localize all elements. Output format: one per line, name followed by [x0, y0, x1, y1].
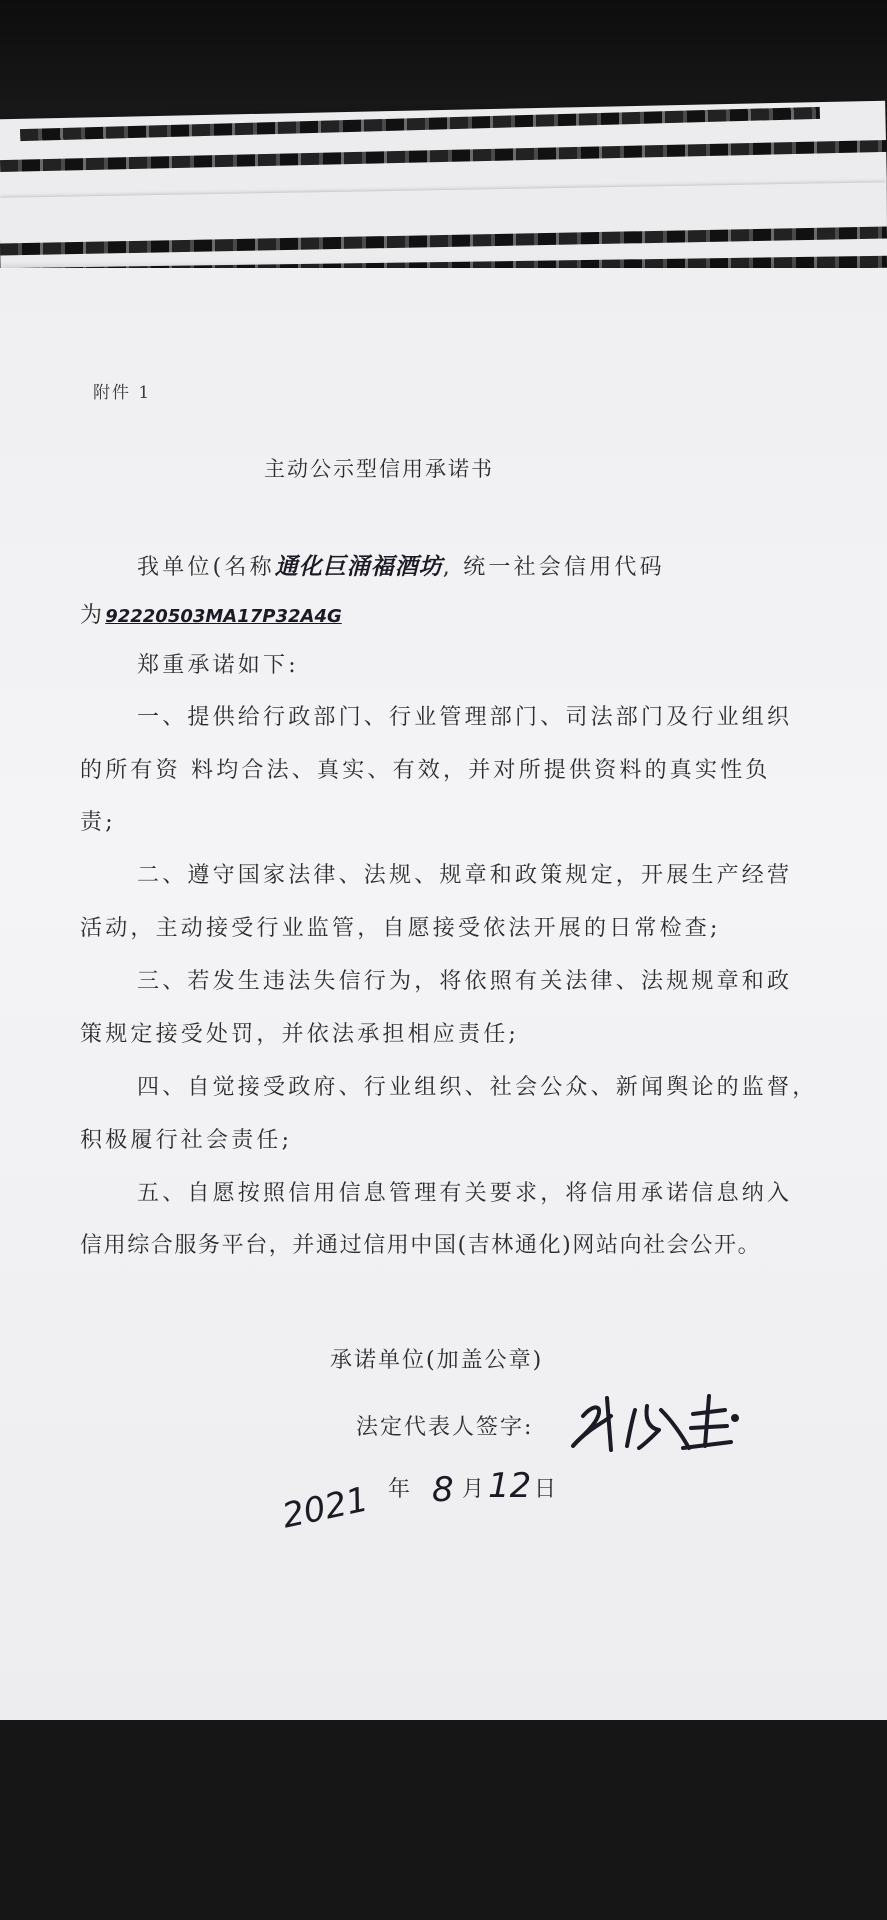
page-title: 主动公示型信用承诺书 — [264, 457, 494, 481]
month-label: 月 — [462, 1477, 485, 1502]
body-line: 四、自觉接受政府、行业组织、社会公众、新闻舆论的监督， — [137, 1075, 818, 1100]
body-line: 郑重承诺如下: — [137, 653, 299, 678]
commitment-letter-page — [0, 268, 887, 1720]
day-label: 日 — [534, 1477, 557, 1502]
signature-handwriting — [565, 1388, 740, 1463]
body-line: 策规定接受处罚，并依法承担相应责任; — [80, 1022, 520, 1047]
handwritten-unit-name: 通化巨涌福酒坊 — [274, 554, 443, 580]
body-line: 活动，主动接受行业监管，自愿接受依法开展的日常检查; — [80, 916, 721, 941]
body-line: 信用综合服务平台，并通过信用中国(吉林通化)网站向社会公开。 — [80, 1233, 762, 1258]
body-line: 三、若发生违法失信行为，将依照有关法律、法规规章和政 — [137, 969, 793, 994]
table-surface — [0, 1720, 887, 1920]
body-line: 的所有资 料均合法、真实、有效，并对所提供资料的真实性负 — [80, 758, 771, 783]
attachment-label: 附件 1 — [93, 383, 152, 403]
body-line: 五、自愿按照信用信息管理有关要求，将信用承诺信息纳入 — [137, 1181, 793, 1206]
handwritten-year: 2021 — [278, 1479, 372, 1537]
body-line: 一、提供给行政部门、行业管理部门、司法部门及行业组织 — [137, 705, 793, 730]
handwritten-day: 12 — [488, 1466, 532, 1506]
body-line: 二、遵守国家法律、法规、规章和政策规定，开展生产经营 — [137, 863, 793, 888]
unit-seal-label: 承诺单位(加盖公章) — [330, 1348, 544, 1373]
year-label: 年 — [388, 1477, 411, 1502]
date-line — [278, 1466, 582, 1537]
legal-rep-label: 法定代表人签字: — [356, 1415, 534, 1440]
code-line — [80, 598, 342, 629]
body-line: 责; — [80, 810, 116, 835]
handwritten-credit-code: 92220503MA17P32A4G — [105, 606, 342, 627]
intro-line: 我单位(名称通化巨涌福酒坊, 统一社会信用代码 — [137, 554, 665, 580]
intro-suffix: 统一社会信用代码 — [463, 555, 665, 580]
code-prefix: 为 — [80, 603, 106, 628]
body-line: 积极履行社会责任; — [80, 1128, 293, 1153]
handwritten-month: 8 — [432, 1470, 454, 1510]
intro-prefix: 我单位(名称 — [137, 555, 275, 580]
